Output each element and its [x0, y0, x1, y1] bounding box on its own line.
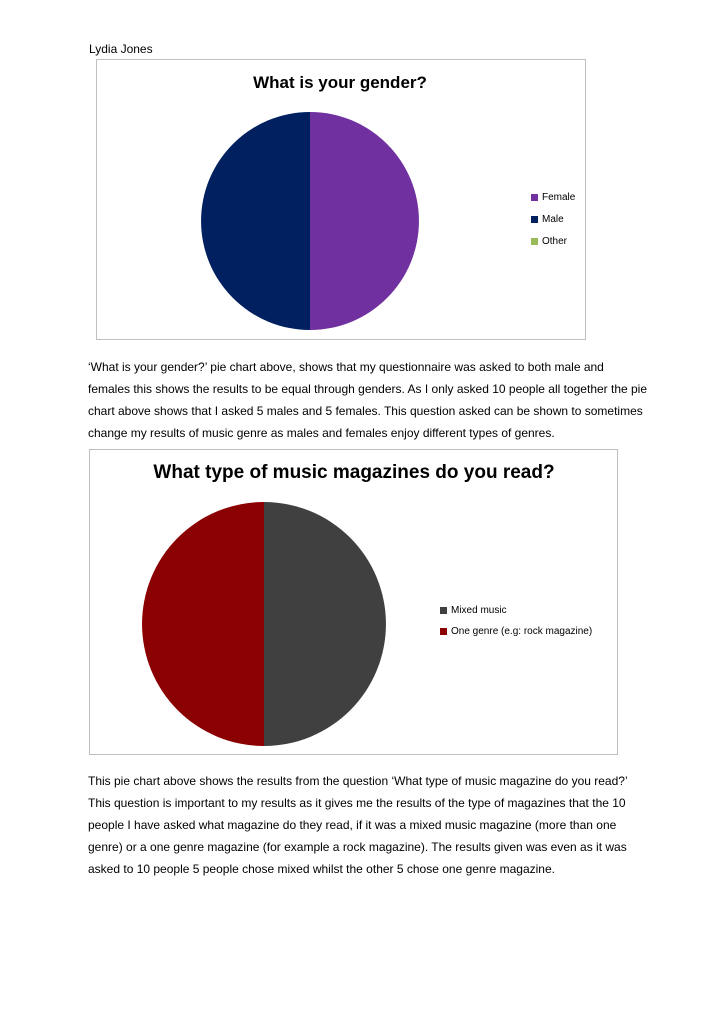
legend-item-one-genre-e-g-rock-magazine [440, 621, 592, 642]
legend-label: Male [542, 213, 564, 225]
legend-label: One genre (e.g: rock magazine) [451, 626, 593, 637]
legend-item-mixed-music [440, 600, 592, 621]
pie-slice-mixed-music [264, 502, 386, 746]
legend-label: Other [542, 235, 568, 247]
legend-swatch [440, 628, 447, 635]
magazine-pie [141, 501, 387, 747]
legend-swatch [531, 194, 538, 201]
author-name: Lydia Jones [89, 42, 153, 56]
pie-slice-one-genre-e-g-rock-magazine [142, 502, 264, 746]
gender-pie-chart [96, 59, 586, 340]
legend-item-female [531, 186, 575, 208]
legend-swatch [531, 216, 538, 223]
pie-slice-female [310, 112, 419, 330]
legend-swatch [531, 238, 538, 245]
magazine-pie-chart [89, 449, 618, 755]
gender-pie [200, 111, 420, 331]
chart-title: What type of music magazines do you read? [153, 462, 555, 483]
legend-label: Mixed music [451, 605, 507, 616]
gender-description: ‘What is your gender?’ pie chart above, shows that my questionnaire was asked to both male and females this shows the results to be equal through genders. As I only asked 10 people all together the pie chart above shows that I asked 5 males and 5 females. This question asked can be shown to sometimes change my results of music genre as males and females enjoy different types of genres. [88, 360, 648, 440]
legend-swatch [440, 607, 447, 614]
chart-title: What is your gender? [253, 73, 427, 92]
legend-label: Female [542, 191, 576, 203]
magazine-description: This pie chart above shows the results from the question ‘What type of music magazine do you read?’ This question is important to my results as it gives me the results of the type of magazines that the 10 people I have asked what magazine do they read, if it was a mixed music magazine (more than one genre) or a one genre magazine (for example a rock magazine). The results given was even as it was asked to 10 people 5 people chose mixed whilst the other 5 chose one genre magazine. [88, 774, 628, 876]
legend-item-other [531, 230, 575, 252]
legend-item-male [531, 208, 575, 230]
magazine-legend [440, 600, 592, 642]
gender-legend [531, 186, 575, 252]
pie-slice-male [201, 112, 310, 330]
